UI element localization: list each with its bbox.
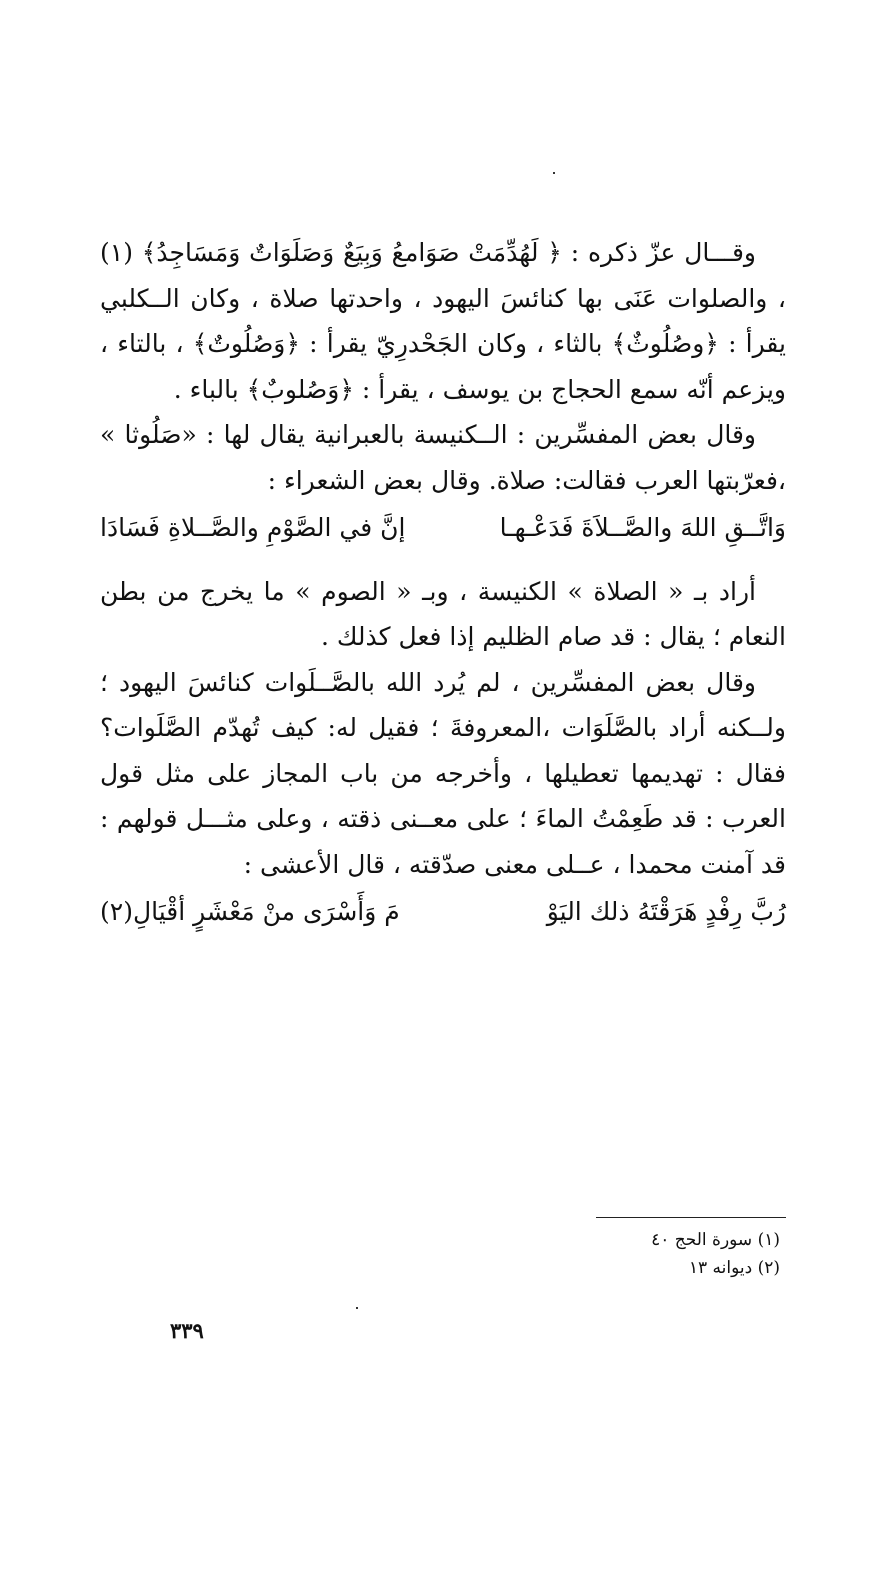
poetry-verse-2 <box>100 889 786 935</box>
footnote-1: (١) سورة الحج ٤٠ <box>651 1230 780 1250</box>
verse-1-first-hemistich: وَاتَّــقِ اللهَ والصَّــلاَةَ فَدَعْـهـا <box>499 513 786 542</box>
poetry-verse-1 <box>100 505 786 551</box>
print-speck <box>553 172 555 174</box>
paragraph-mufassirin: وقال بعض المفسِّرين : الــكنيسة بالعبرانية يقال لها : «صَلُوثا » ،فعرّبتها العرب فقالت: صلاة. وقال بعض الشعراء : <box>100 420 786 495</box>
paragraph-majaz: وقال بعض المفسِّرين ، لم يُرد الله بالصَّــلَوات كنائسَ اليهود ؛ ولــكنه أراد بالصَّلَوَات ،المعروفةَ ؛ فقيل له: كيف تُهدّم الصَّلَوات؟ فقال : تهديمها تعطيلها ، وأخرجه من باب المجاز على مثل قول العرب : قد طَعِمْتُ الماءَ ؛ على معــنى ذقته ، وعلى مثـــل قولهم : قد آمنت محمدا ، عــلى معنى صدّقته ، قال الأعشى : <box>100 667 786 879</box>
main-text <box>100 230 786 939</box>
paragraph-explanation: أراد بـ « الصلاة » الكنيسة ، وبـ « الصوم » ما يخرج من بطن النعام ؛ يقال : قد صام الظليم إذا فعل كذلك . <box>100 576 786 651</box>
paragraph-quran-verse: وقـــال عزّ ذكره : ﴿ لَهُدِّمَتْ صَوَامعُ وَبِيَعٌ وَصَلَوَاتٌ وَمَسَاجِدُ﴾ (١) ، والصلوات عَنَى بها كنائسَ اليهود ، واحدتها صلاة ، وكان الــكلبي يقرأ : ﴿وصُلُوثٌ﴾ بالثاء ، وكان الجَحْدرِيّ يقرأ : ﴿وَصُلُوتٌ﴾ ، بالتاء ، ويزعم أنّه سمع الحجاج بن يوسف ، يقرأ : ﴿وَصُلوبٌ﴾ بالباء . <box>100 238 786 404</box>
verse-2-second-hemistich: مَ وَأَسْرَى منْ مَعْشَرٍ أقْيَالِ(٢) <box>100 897 400 926</box>
verse-2-first-hemistich: رُبَّ رِفْدٍ هَرَقْتَهُ ذلك اليَوْ <box>546 897 786 926</box>
verse-1-second-hemistich: إنَّ في الصَّوْمِ والصَّــلاةِ فَسَادَا <box>100 513 406 542</box>
footnote-2: (٢) ديوانه ١٣ <box>688 1258 780 1278</box>
print-speck-2 <box>356 1307 358 1309</box>
page-number: ٣٣٩ <box>170 1318 204 1343</box>
footnotes <box>560 1226 780 1282</box>
footnote-divider <box>596 1217 786 1218</box>
